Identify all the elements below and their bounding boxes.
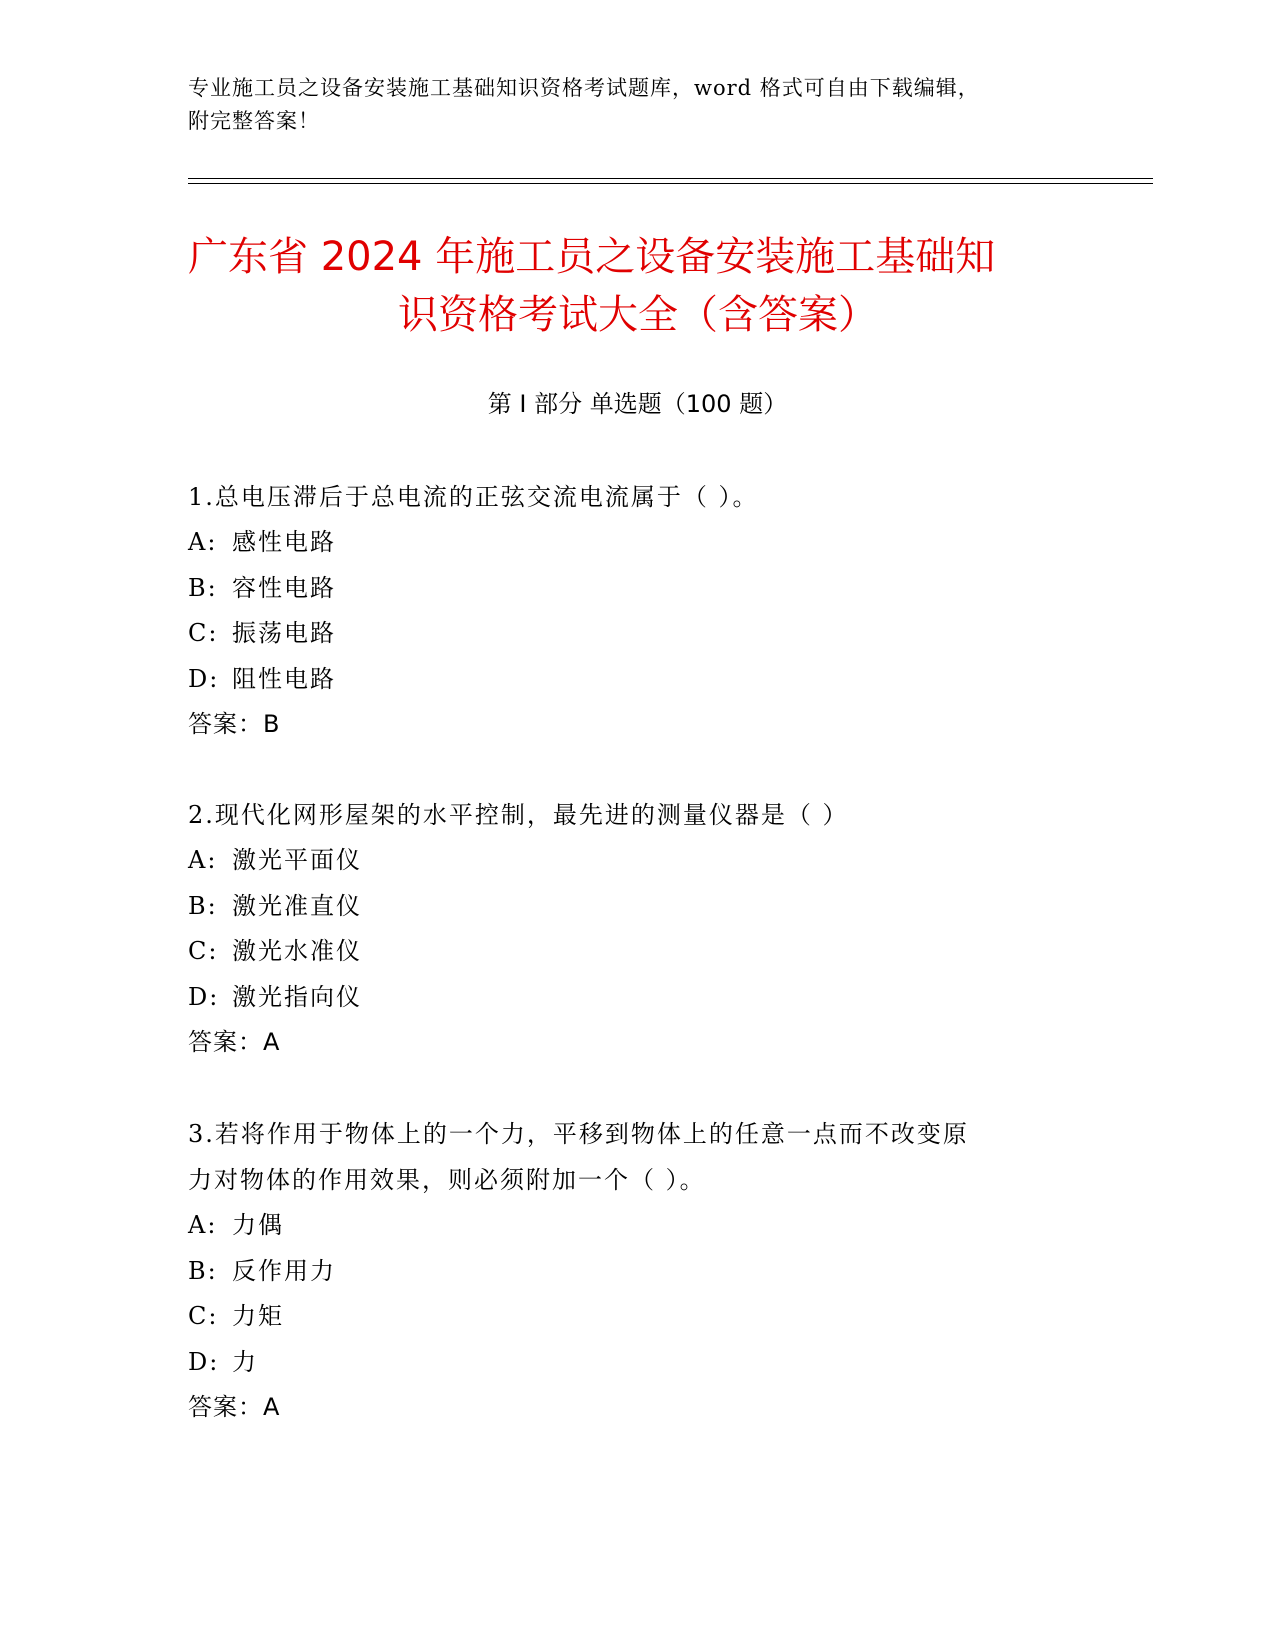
option-key: B: — [188, 891, 218, 920]
option-text: 感性电路 — [232, 528, 336, 556]
option-b — [188, 884, 1068, 930]
option-key: B: — [188, 1256, 218, 1285]
option-c — [188, 611, 1068, 657]
question-stem-line-2: 力对物体的作用效果，则必须附加一个（ ）。 — [188, 1166, 706, 1194]
question-2 — [188, 792, 1068, 1065]
option-d — [188, 1340, 1068, 1386]
option-text: 力矩 — [232, 1302, 284, 1330]
option-key: A: — [188, 846, 218, 874]
answer-line: 答案：B — [188, 710, 281, 738]
option-c — [188, 929, 1068, 975]
document-title-line-1: 广东省 2024 年施工员之设备安装施工基础知 — [188, 234, 996, 280]
option-text: 激光水准仪 — [232, 937, 362, 965]
option-text: 力 — [232, 1347, 258, 1376]
document-title-line-2: 识资格考试大全（含答案） — [398, 292, 878, 338]
question-3 — [188, 1111, 1068, 1430]
option-key: C: — [188, 619, 219, 647]
header-note — [188, 72, 1068, 138]
header-divider-bottom — [188, 183, 1153, 184]
question-stem: 2.现代化网形屋架的水平控制，最先进的测量仪器是（ ） — [188, 801, 849, 829]
question-stem-line-1: 3.若将作用于物体上的一个力，平移到物体上的任意一点而不改变原 — [188, 1120, 969, 1148]
option-d — [188, 975, 1068, 1021]
option-key: D: — [188, 1347, 220, 1376]
question-stem: 1.总电压滞后于总电流的正弦交流电流属于（ ）。 — [188, 483, 759, 511]
header-note-line-1: 专业施工员之设备安装施工基础知识资格考试题库，word 格式可自由下载编辑， — [188, 76, 980, 100]
option-key: D: — [188, 664, 220, 693]
header-divider-top — [188, 178, 1153, 179]
option-b — [188, 1249, 1068, 1295]
document-title — [188, 228, 1088, 344]
header-note-line-2: 附完整答案！ — [188, 109, 320, 133]
option-a — [188, 520, 1068, 566]
option-text: 容性电路 — [232, 573, 336, 602]
option-text: 激光指向仪 — [232, 982, 362, 1011]
option-text: 激光准直仪 — [232, 891, 362, 920]
option-text: 力偶 — [232, 1211, 284, 1239]
option-key: C: — [188, 1302, 219, 1330]
section-title: 第 I 部分 单选题（100 题） — [487, 390, 788, 418]
answer-line: 答案：A — [188, 1393, 281, 1421]
option-a — [188, 1203, 1068, 1249]
option-text: 激光平面仪 — [232, 846, 362, 874]
question-1 — [188, 474, 1068, 747]
option-c — [188, 1294, 1068, 1340]
option-key: B: — [188, 573, 218, 602]
option-d — [188, 657, 1068, 703]
option-key: D: — [188, 982, 220, 1011]
option-key: A: — [188, 528, 218, 556]
option-text: 振荡电路 — [232, 619, 336, 647]
option-key: C: — [188, 937, 219, 965]
option-b — [188, 566, 1068, 612]
option-key: A: — [188, 1211, 218, 1239]
option-a — [188, 838, 1068, 884]
option-text: 阻性电路 — [232, 664, 336, 693]
option-text: 反作用力 — [232, 1256, 336, 1285]
answer-line: 答案：A — [188, 1028, 281, 1056]
